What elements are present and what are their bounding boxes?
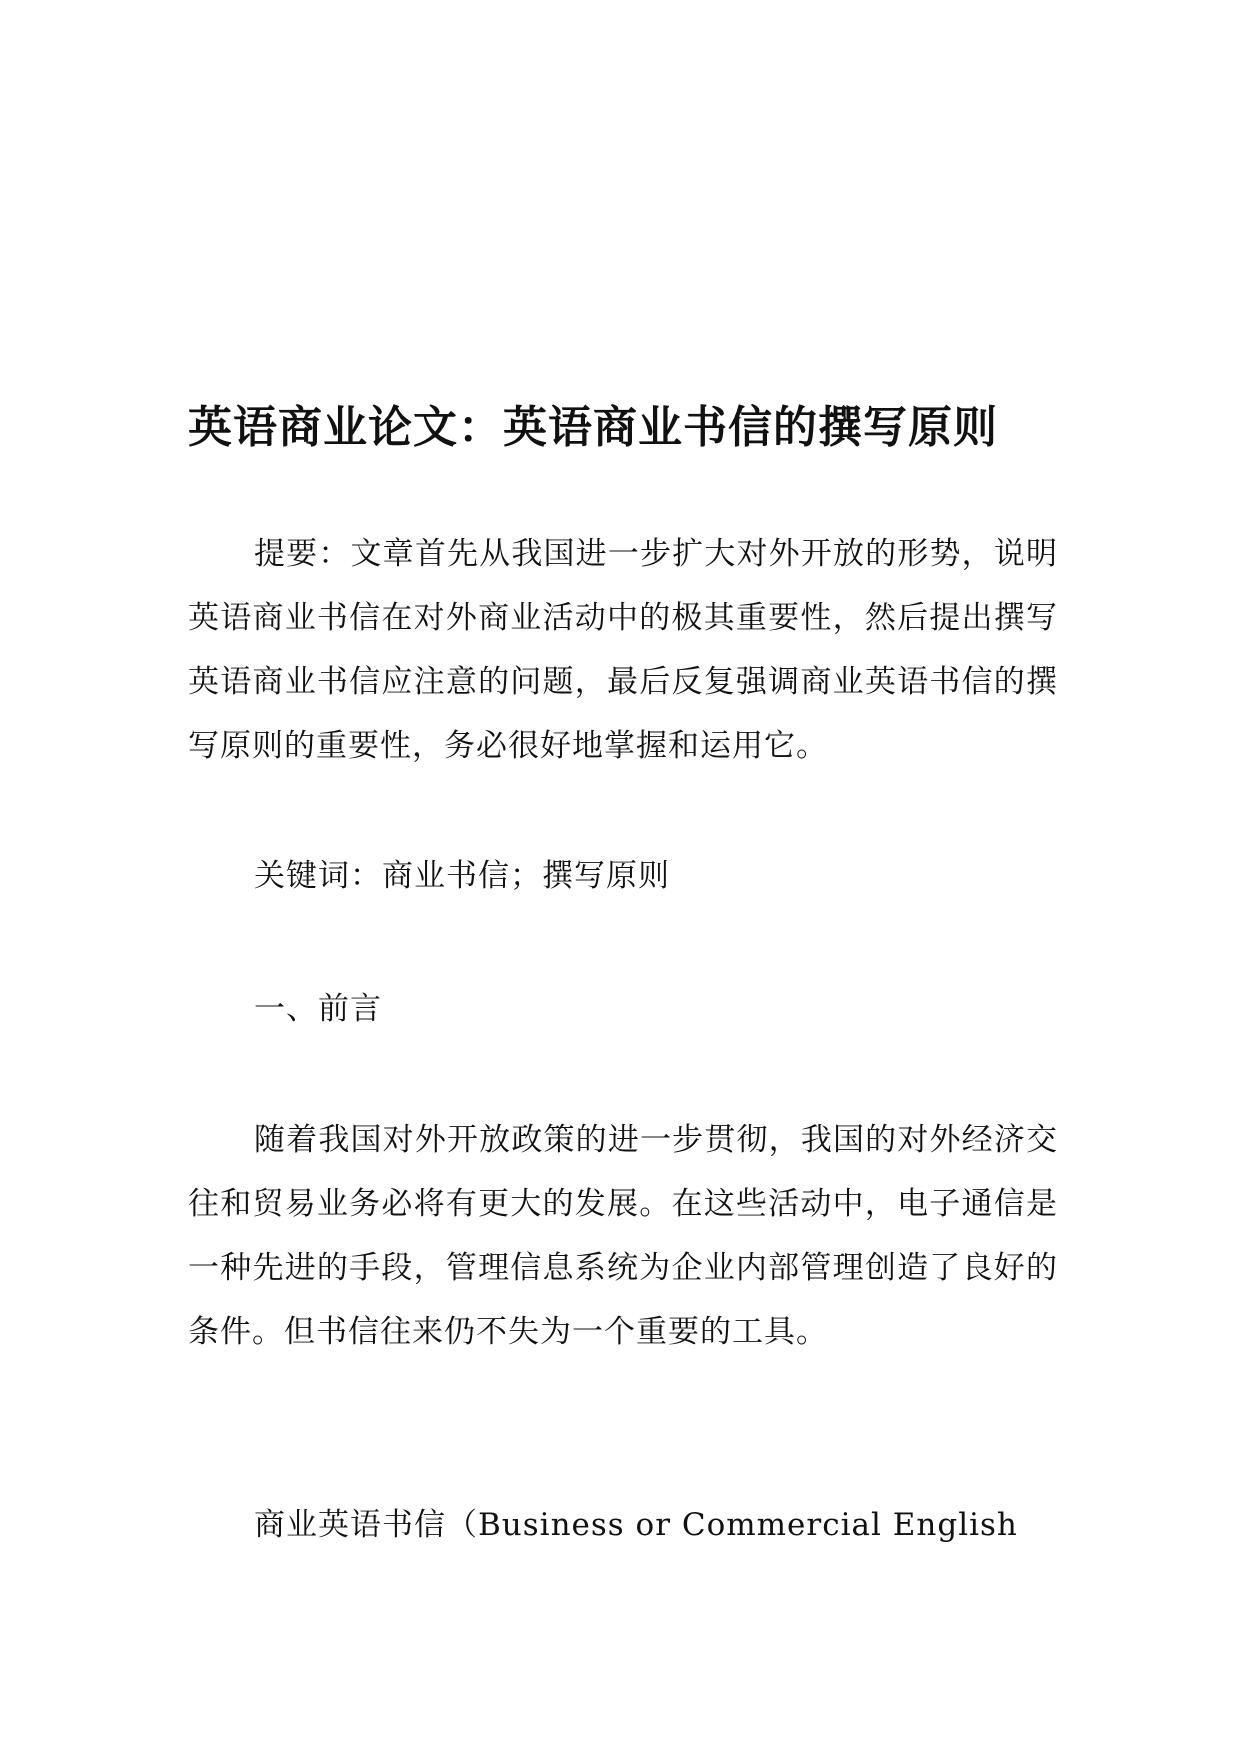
keywords-line: 关键词：商业书信；撰写原则 — [254, 858, 670, 894]
continuation-line: 商业英语书信（Business or Commercial English — [254, 1507, 1018, 1543]
section-heading: 一、前言 — [254, 991, 382, 1027]
abstract-paragraph: 提要：文章首先从我国进一步扩大对外开放的形势，说明英语商业书信在对外商业活动中的极其重要性，然后提出撰写英语商业书信应注意的问题，最后反复强调商业英语书信的撰写原则的重要性，务必很好地掌握和运用它。 — [188, 536, 1058, 764]
intro-paragraph: 随着我国对外开放政策的进一步贯彻，我国的对外经济交往和贸易业务必将有更大的发展。在这些活动中，电子通信是一种先进的手段，管理信息系统为企业内部管理创造了良好的条件。但书信往来仍不失为一个重要的工具。 — [188, 1122, 1058, 1350]
document-title: 英语商业论文：英语商业书信的撰写原则 — [188, 402, 998, 453]
